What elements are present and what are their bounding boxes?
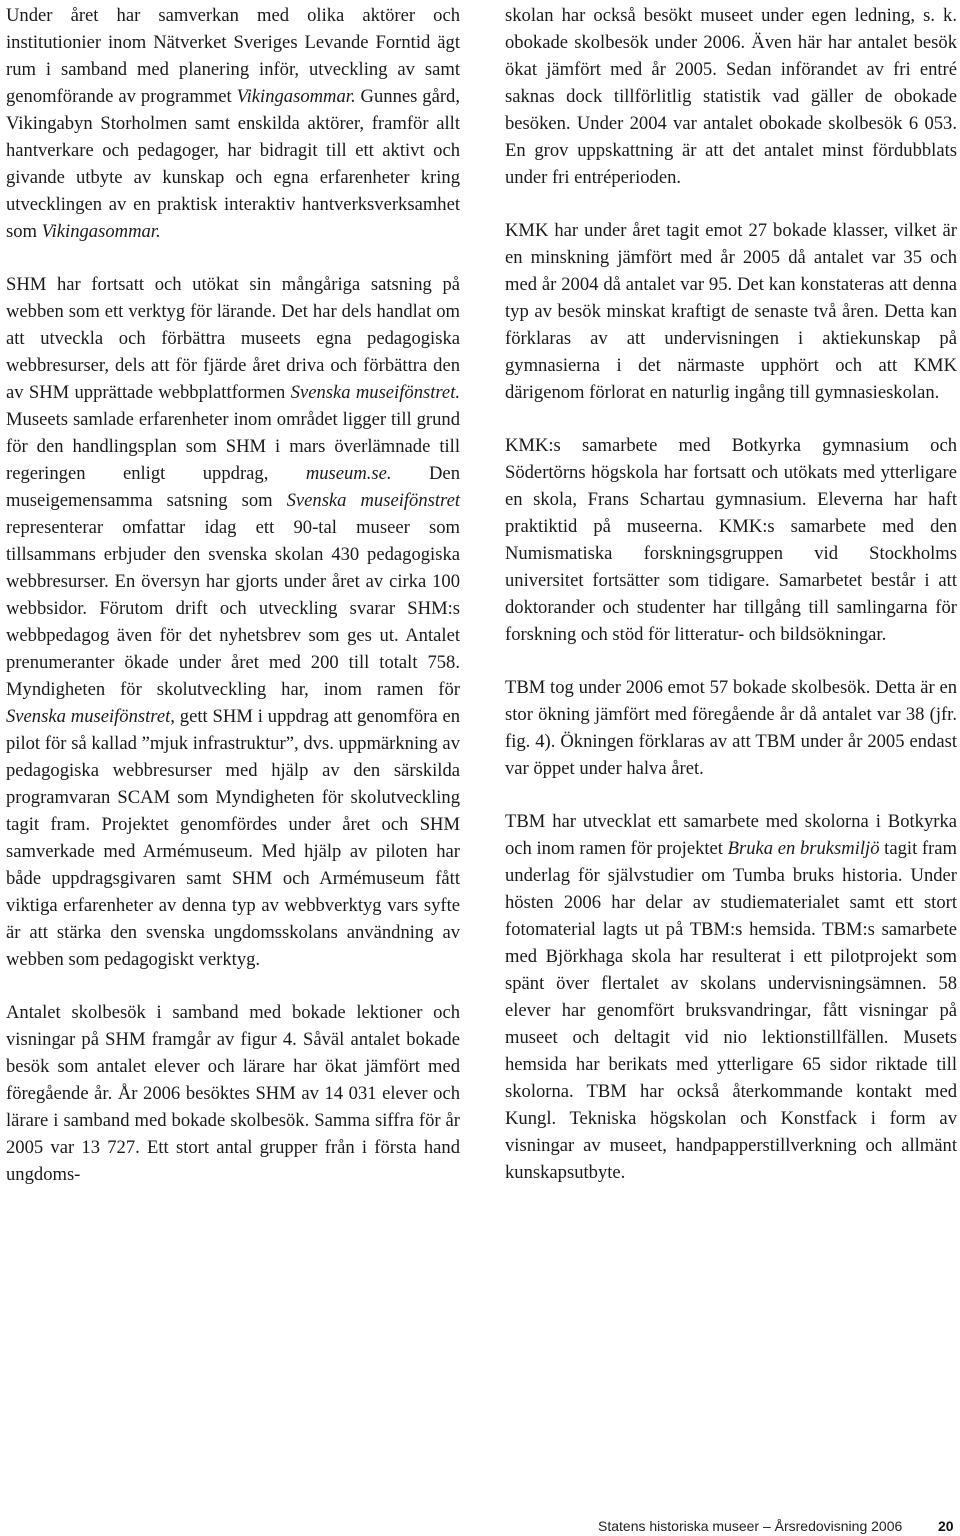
text-run: gett SHM i uppdrag att genomföra en pilot för så kallad ”mjuk infrastruktur”, dvs. uppmärkning av pedagogiska webbresurser med hjälp av den särskilda programvaran SCAM som Myndigheten för skolutveckling tagit fram. Projektet genomfördes under året och SHM samverkade med Armémuseum. Med hjälp av piloten har både uppdragsgivaren samt SHM och Armémuseum fått viktiga erfarenheter av denna typ av webbverktyg vars syfte är att stärka den svenska ungdomsskolans användning av webben som pedagogiskt verktyg. xyxy=(6,706,460,970)
text-run: representerar omfattar idag ett 90-tal museer som tillsammans erbjuder den svenska skolan 430 pedagogiska webbresurser. En översyn har gjorts under året av cirka 100 webbsidor. Förutom drift och utveckling svarar SHM:s webbpedagog även för det nyhetsbrev som ges ut. Antalet prenumeranter ökade under året med 200 till totalt 758. Myndigheten för skolutveckling har, inom ramen för xyxy=(6,517,460,700)
body-paragraph xyxy=(505,808,957,1186)
text-run: Under året har samverkan med olika aktörer och institutionier inom Nätverket Sveriges Levande Forntid ägt rum i samband med planering inför, utveckling av samt genomförande av programmet xyxy=(6,5,460,107)
text-run: SHM har fortsatt och utökat sin mångåriga satsning på webben som ett verktyg för lärande. Det har dels handlat om att utveckla och förbättra museets egna pedagogiska webbresurser, dels att för fjärde året driva och förbättra den av SHM upprättade webbplattformen xyxy=(6,274,460,403)
italic-text-run: Vikingasommar. xyxy=(236,86,356,107)
right-text-column xyxy=(505,2,957,1186)
text-run: Museets samlade erfarenheter inom området ligger till grund för den handlingsplan som SHM i mars överlämnade till regeringen enligt uppdrag, xyxy=(6,409,460,484)
text-run: Antalet skolbesök i samband med bokade lektioner och visningar på SHM framgår av figur 4. Såväl antalet bokade besök som antalet elever och lärare har ökat jämfört med föregående år. År 2006 besöktes SHM av 14 031 elever och lärare i samband med bokade skolbesök. Samma siffra för år 2005 var 13 727. Ett stort antal grupper från i första hand ungdoms- xyxy=(6,1002,460,1185)
body-paragraph xyxy=(505,432,957,648)
body-paragraph xyxy=(505,217,957,406)
text-run: TBM tog under 2006 emot 57 bokade skolbesök. Detta är en stor ökning jämfört med föregående år då antalet var 38 (jfr. fig. 4). Ökningen förklaras av att TBM under år 2005 endast var öppet under halva året. xyxy=(505,677,957,779)
footer-title: Statens historiska museer – Årsredovisning 2006 xyxy=(598,1518,903,1534)
text-run: KMK:s samarbete med Botkyrka gymnasium och Södertörns högskola har fortsatt och utökats med ytterligare en skola, Frans Schartau gymnasium. Eleverna har haft praktiktid på museerna. KMK:s samarbete med den Numismatiska forskningsgruppen vid Stockholms universitet fortsätter som tidigare. Samarbetet består i att doktorander och studenter har tillgång till samlingarna för forskning och stöd för litteratur- och bildsökningar. xyxy=(505,435,957,645)
text-run: skolan har också besökt museet under egen ledning, s. k. obokade skolbesök under 2006. Även här har antalet besök ökat jämfört med år 2005. Sedan införandet av fri entré saknas dock tillförlitlig statistik vad gäller de obokade besöken. Under 2004 var antalet obokade skolbesök 6 053. En grov uppskattning är att det antalet minst fördubblats under fri entréperioden. xyxy=(505,5,957,188)
italic-text-run: Vikingasommar. xyxy=(41,221,161,242)
italic-text-run: Svenska museifönstret. xyxy=(290,382,461,403)
italic-text-run: Svenska museifönstret xyxy=(286,490,460,511)
text-run: tagit fram underlag för självstudier om Tumba bruks historia. Under hösten 2006 har delar av studiematerialet samt ett stort fotomaterial lagts ut på TBM:s hemsida. TBM:s samarbete med Björkhaga skola har resulterat i ett pilotprojekt som spänt över flertalet av skolans undervisningsämnen. 58 elever har genomfört bruksvandringar, fått visningar på museet och deltagit vid nio lektionstillfällen. Musets hemsida har berikats med ytterligare 65 sidor riktade till skolorna. TBM har också återkommande kontakt med Kungl. Tekniska högskolan och Konstfack i form av visningar av museet, handpapperstillverkning och allmänt kunskapsutbyte. xyxy=(505,838,957,1183)
text-run: Den museigemensamma satsning som xyxy=(6,463,460,511)
italic-text-run: Bruka en bruksmiljö xyxy=(727,838,880,859)
text-run: KMK har under året tagit emot 27 bokade klasser, vilket är en minskning jämfört med år 2005 då antalet var 35 och med år 2004 då antalet var 95. Det kan konstateras att denna typ av besök minskat kraftigt de senaste två åren. Detta kan förklaras av att undervisningen i aktiekunskap på gymnasierna i det närmaste upphört och att KMK därigenom förlorat en naturlig ingång till gymnasieskolan. xyxy=(505,220,957,403)
body-paragraph xyxy=(505,2,957,191)
page-number: 20 xyxy=(938,1518,954,1534)
body-paragraph xyxy=(6,271,460,973)
body-paragraph xyxy=(6,999,460,1188)
italic-text-run: Svenska museifönstret, xyxy=(6,706,175,727)
body-paragraph xyxy=(6,2,460,245)
body-paragraph xyxy=(505,674,957,782)
left-text-column xyxy=(6,2,460,1188)
italic-text-run: museum.se. xyxy=(305,463,392,484)
text-run: TBM har utvecklat ett samarbete med skolorna i Botkyrka och inom ramen för projektet xyxy=(505,811,957,859)
text-run: Gunnes gård, Vikingabyn Storholmen samt enskilda aktörer, framför allt hantverkare och pedagoger, har bidragit till ett aktivt och givande utbyte av kunskap och egna erfarenheter kring utvecklingen av en praktisk interaktiv hantverksverksamhet som xyxy=(6,86,460,242)
